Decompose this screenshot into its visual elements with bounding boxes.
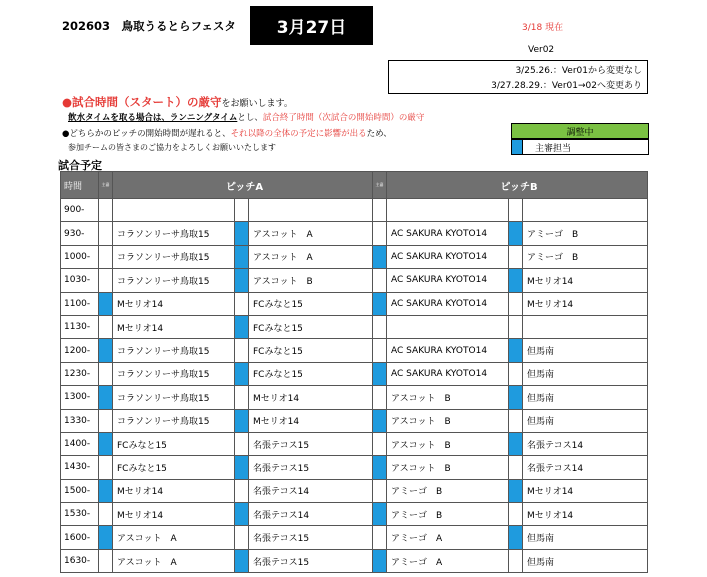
- team-cell: 但馬南: [523, 549, 648, 572]
- referee-marker: [99, 362, 113, 385]
- referee-marker: [99, 292, 113, 315]
- referee-marker: [235, 339, 249, 362]
- referee-marker: [373, 292, 387, 315]
- team-cell: [523, 315, 648, 338]
- table-row: [61, 386, 648, 409]
- version-note: 3/27.28.29.：Ver01→02へ変更あり: [491, 81, 642, 91]
- team-cell: アスコット B: [387, 386, 509, 409]
- notice-text: をお願いします。: [221, 99, 293, 109]
- table-row: [61, 199, 648, 222]
- referee-marker: [99, 432, 113, 455]
- team-cell: アスコット B: [249, 269, 373, 292]
- referee-marker: [509, 315, 523, 338]
- notice-emphasis: 試合時間（スタート）の厳守: [72, 95, 222, 109]
- team-cell: FCみなと15: [249, 315, 373, 338]
- team-cell: アミーゴ B: [523, 245, 648, 268]
- referee-marker: [509, 199, 523, 222]
- referee-marker: [373, 222, 387, 245]
- team-cell: アミーゴ B: [523, 222, 648, 245]
- referee-marker: [373, 269, 387, 292]
- team-cell: 但馬南: [523, 362, 648, 385]
- referee-marker: [235, 315, 249, 338]
- referee-marker: [235, 432, 249, 455]
- referee-marker: [509, 339, 523, 362]
- legend-referee: [511, 139, 649, 155]
- notice-text: とし、: [237, 113, 263, 123]
- time-cell: 1400-: [61, 432, 99, 455]
- team-cell: 但馬南: [523, 339, 648, 362]
- version-label: Ver02: [528, 45, 555, 55]
- version-notes-box: [388, 60, 648, 94]
- referee-marker: [373, 456, 387, 479]
- team-cell: コラソンリーサ鳥取15: [113, 222, 235, 245]
- referee-marker: [99, 409, 113, 432]
- team-cell: アスコット A: [249, 245, 373, 268]
- legend-referee-label: 主審担当: [535, 143, 572, 154]
- team-cell: FCみなと15: [113, 456, 235, 479]
- team-cell: Mセリオ14: [523, 292, 648, 315]
- referee-marker: [99, 479, 113, 502]
- team-cell: コラソンリーサ鳥取15: [113, 245, 235, 268]
- referee-marker: [235, 222, 249, 245]
- referee-marker: [373, 245, 387, 268]
- team-cell: AC SAKURA KYOTO14: [387, 292, 509, 315]
- referee-marker: [509, 386, 523, 409]
- team-cell: 名張テコス15: [249, 432, 373, 455]
- time-cell: 1630-: [61, 549, 99, 572]
- referee-marker: [373, 386, 387, 409]
- status-date: 3/18 現在: [522, 23, 564, 33]
- referee-marker: [99, 456, 113, 479]
- referee-marker: [99, 222, 113, 245]
- notice-line-1: ●試合時間（スタート）の厳守をお願いします。: [62, 95, 293, 109]
- time-cell: 1030-: [61, 269, 99, 292]
- team-cell: アスコット A: [249, 222, 373, 245]
- notice-emphasis: 試合終了時間（次試合の開始時間）の厳守: [262, 113, 425, 123]
- team-cell: 名張テコス15: [249, 456, 373, 479]
- table-row: [61, 269, 648, 292]
- referee-marker: [235, 409, 249, 432]
- team-cell: AC SAKURA KYOTO14: [387, 362, 509, 385]
- referee-marker: [509, 549, 523, 572]
- referee-marker: [509, 409, 523, 432]
- team-cell: アミーゴ A: [387, 549, 509, 572]
- referee-marker: [235, 199, 249, 222]
- referee-marker: [235, 526, 249, 549]
- team-cell: コラソンリーサ鳥取15: [113, 362, 235, 385]
- pitch-b-header: ピッチB: [387, 172, 648, 199]
- referee-marker: [373, 526, 387, 549]
- referee-marker: [509, 269, 523, 292]
- referee-column-header: 主審: [373, 172, 387, 199]
- referee-marker: [235, 386, 249, 409]
- schedule-table: [60, 171, 648, 573]
- team-cell: 但馬南: [523, 526, 648, 549]
- team-cell: Mセリオ14: [249, 386, 373, 409]
- team-cell: FCみなと15: [249, 292, 373, 315]
- referee-marker: [235, 362, 249, 385]
- time-cell: 1500-: [61, 479, 99, 502]
- team-cell: 名張テコス14: [249, 479, 373, 502]
- team-cell: 名張テコス15: [249, 526, 373, 549]
- schedule-title: 試合予定: [58, 159, 102, 172]
- referee-marker: [99, 549, 113, 572]
- referee-marker: [99, 386, 113, 409]
- referee-swatch: [512, 140, 523, 154]
- team-cell: AC SAKURA KYOTO14: [387, 245, 509, 268]
- team-cell: アミーゴ B: [387, 503, 509, 526]
- team-cell: [387, 199, 509, 222]
- team-cell: AC SAKURA KYOTO14: [387, 269, 509, 292]
- notice-line-3: ●どちらかのピッチの開始時間が遅れると、それ以降の全体の予定に影響が出るため、: [62, 129, 392, 139]
- team-cell: アスコット B: [387, 432, 509, 455]
- referee-marker: [99, 503, 113, 526]
- team-cell: Mセリオ14: [249, 409, 373, 432]
- time-cell: 1430-: [61, 456, 99, 479]
- time-cell: 930-: [61, 222, 99, 245]
- team-cell: Mセリオ14: [113, 315, 235, 338]
- notice-text: ため、: [366, 129, 392, 139]
- team-cell: アミーゴ B: [387, 479, 509, 502]
- referee-marker: [509, 245, 523, 268]
- team-cell: アスコット B: [387, 409, 509, 432]
- team-cell: コラソンリーサ鳥取15: [113, 339, 235, 362]
- notice-emphasis: それ以降の全体の予定に影響が出る: [230, 129, 367, 139]
- team-cell: FCみなと15: [249, 339, 373, 362]
- referee-marker: [373, 362, 387, 385]
- referee-marker: [235, 503, 249, 526]
- team-cell: 名張テコス14: [523, 432, 648, 455]
- referee-marker: [373, 199, 387, 222]
- team-cell: [249, 199, 373, 222]
- time-cell: 1100-: [61, 292, 99, 315]
- referee-marker: [235, 456, 249, 479]
- team-cell: アスコット A: [113, 526, 235, 549]
- time-cell: 1600-: [61, 526, 99, 549]
- referee-column-header: 主審: [99, 172, 113, 199]
- referee-marker: [235, 549, 249, 572]
- event-title: 202603 鳥取うるとらフェスタ: [62, 19, 236, 33]
- referee-marker: [509, 432, 523, 455]
- referee-marker: [373, 549, 387, 572]
- pitch-a-header: ピッチA: [113, 172, 373, 199]
- team-cell: Mセリオ14: [523, 503, 648, 526]
- time-cell: 1330-: [61, 409, 99, 432]
- table-row: [61, 245, 648, 268]
- team-cell: コラソンリーサ鳥取15: [113, 386, 235, 409]
- team-cell: コラソンリーサ鳥取15: [113, 409, 235, 432]
- version-note: 3/25.26.：Ver01から変更なし: [515, 66, 642, 76]
- referee-marker: [99, 269, 113, 292]
- team-cell: アミーゴ A: [387, 526, 509, 549]
- team-cell: 但馬南: [523, 386, 648, 409]
- referee-marker: [509, 503, 523, 526]
- notice-bold: 飲水タイムを取る場合は、ランニングタイム: [68, 113, 238, 123]
- team-cell: 名張テコス14: [249, 503, 373, 526]
- team-cell: Mセリオ14: [523, 479, 648, 502]
- team-cell: アスコット A: [113, 549, 235, 572]
- referee-marker: [509, 222, 523, 245]
- team-cell: 名張テコス14: [523, 456, 648, 479]
- team-cell: [113, 199, 235, 222]
- team-cell: AC SAKURA KYOTO14: [387, 339, 509, 362]
- time-cell: 1300-: [61, 386, 99, 409]
- table-row: [61, 315, 648, 338]
- team-cell: [387, 315, 509, 338]
- table-row: [61, 339, 648, 362]
- referee-marker: [235, 245, 249, 268]
- referee-marker: [509, 362, 523, 385]
- notice-line-4: 参加チームの皆さまのご協力をよろしくお願いいたします: [68, 143, 276, 152]
- referee-marker: [235, 479, 249, 502]
- table-row: [61, 432, 648, 455]
- time-cell: 1530-: [61, 503, 99, 526]
- time-cell: 1000-: [61, 245, 99, 268]
- team-cell: 名張テコス15: [249, 549, 373, 572]
- table-row: [61, 362, 648, 385]
- notice-text: どちらかのピッチの開始時間が遅れると、: [69, 129, 231, 139]
- team-cell: Mセリオ14: [113, 503, 235, 526]
- table-row: [61, 479, 648, 502]
- team-cell: Mセリオ14: [113, 479, 235, 502]
- team-cell: FCみなと15: [113, 432, 235, 455]
- referee-marker: [99, 245, 113, 268]
- table-row: [61, 409, 648, 432]
- schedule-header-row: [61, 172, 648, 199]
- table-row: [61, 526, 648, 549]
- table-row: [61, 456, 648, 479]
- referee-marker: [235, 269, 249, 292]
- referee-marker: [99, 315, 113, 338]
- table-row: [61, 292, 648, 315]
- time-cell: 1200-: [61, 339, 99, 362]
- referee-marker: [509, 292, 523, 315]
- referee-marker: [99, 339, 113, 362]
- legend-adjusting: 調整中: [511, 123, 649, 139]
- notice-line-2: [68, 111, 424, 123]
- referee-marker: [235, 292, 249, 315]
- time-cell: 900-: [61, 199, 99, 222]
- referee-marker: [373, 409, 387, 432]
- referee-marker: [373, 315, 387, 338]
- referee-marker: [99, 199, 113, 222]
- team-cell: コラソンリーサ鳥取15: [113, 269, 235, 292]
- referee-marker: [509, 456, 523, 479]
- time-column-header: 時間: [61, 172, 99, 199]
- table-row: [61, 549, 648, 572]
- referee-marker: [99, 526, 113, 549]
- team-cell: 但馬南: [523, 409, 648, 432]
- team-cell: Mセリオ14: [113, 292, 235, 315]
- referee-marker: [373, 503, 387, 526]
- team-cell: AC SAKURA KYOTO14: [387, 222, 509, 245]
- team-cell: FCみなと15: [249, 362, 373, 385]
- team-cell: アスコット B: [387, 456, 509, 479]
- referee-marker: [373, 479, 387, 502]
- date-banner: 3月27日: [250, 6, 373, 45]
- referee-marker: [373, 432, 387, 455]
- time-cell: 1230-: [61, 362, 99, 385]
- time-cell: 1130-: [61, 315, 99, 338]
- referee-marker: [373, 339, 387, 362]
- referee-marker: [509, 479, 523, 502]
- schedule-body: [61, 199, 648, 573]
- team-cell: [523, 199, 648, 222]
- referee-marker: [509, 526, 523, 549]
- team-cell: Mセリオ14: [523, 269, 648, 292]
- table-row: [61, 222, 648, 245]
- table-row: [61, 503, 648, 526]
